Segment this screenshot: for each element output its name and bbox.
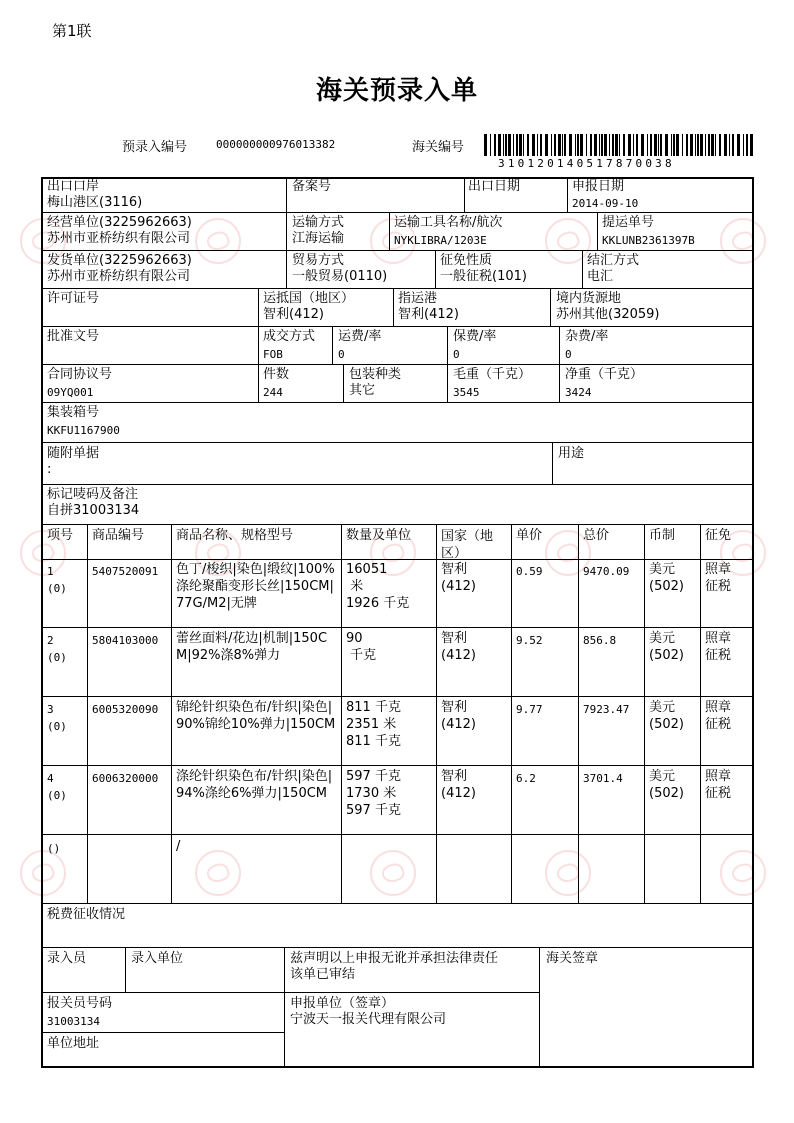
barcode-bar bbox=[604, 134, 607, 156]
shipper-value: 苏州市亚桥纺织有限公司 bbox=[47, 269, 191, 284]
barcode-bar bbox=[658, 134, 659, 156]
col-country: 国家（地区） bbox=[441, 529, 494, 561]
barcode-bar bbox=[660, 134, 662, 156]
goods-cell-item: 2 (0) bbox=[47, 634, 67, 664]
bill-no-value: KKLUNB2361397B bbox=[602, 234, 695, 247]
usage-label: 用途 bbox=[558, 446, 585, 461]
barcode-bar bbox=[516, 134, 518, 156]
barcode-bar bbox=[601, 134, 603, 156]
goods-cell-qty: 16051 米 1926 千克 bbox=[346, 562, 410, 611]
goods-cell-code: 5407520091 bbox=[92, 565, 159, 578]
customs-sign-label: 海关签章 bbox=[546, 951, 599, 966]
barcode-bar bbox=[641, 134, 644, 156]
declarant-label: 申报单位（签章） bbox=[290, 996, 395, 1011]
goods-cell-price: 6.2 bbox=[516, 772, 536, 785]
transport-mode-label: 运输方式 bbox=[292, 215, 345, 230]
declare-date-label: 申报日期 bbox=[572, 179, 625, 194]
bill-no-label: 提运单号 bbox=[602, 215, 655, 230]
settlement-label: 结汇方式 bbox=[587, 253, 640, 268]
barcode-bar bbox=[609, 134, 610, 156]
barcode-bar bbox=[505, 134, 507, 156]
contract-label: 合同协议号 bbox=[47, 367, 113, 382]
barcode-bar bbox=[564, 134, 566, 156]
barcode-bar bbox=[623, 134, 625, 156]
goods-cell-name: 涤纶针织染色布/针织|染色|94%涤纶6%弹力|150CM bbox=[176, 769, 333, 801]
dest-country-label: 运抵国（地区） bbox=[263, 291, 355, 306]
barcode-bar bbox=[686, 134, 688, 156]
barcode-bar bbox=[715, 134, 716, 156]
goods-cell-total: 3701.4 bbox=[583, 772, 623, 785]
net-weight-value: 3424 bbox=[565, 386, 592, 399]
barcode-bar bbox=[590, 134, 592, 156]
deal-mode-value: FOB bbox=[263, 348, 283, 361]
address-label: 单位地址 bbox=[47, 1036, 100, 1051]
barcode-bar bbox=[705, 134, 706, 156]
barcode-bar bbox=[647, 134, 648, 156]
col-name: 商品名称、规格型号 bbox=[176, 528, 294, 543]
barcode-bar bbox=[737, 134, 740, 156]
export-port-label: 出口口岸 bbox=[47, 179, 100, 194]
goods-cell-code: 6005320090 bbox=[92, 703, 159, 716]
transport-tool-label: 运输工具名称/航次 bbox=[394, 215, 503, 230]
misc-fee-label: 杂费/率 bbox=[565, 329, 609, 344]
barcode-bar bbox=[537, 134, 538, 156]
goods-cell-code: 6006320000 bbox=[92, 772, 159, 785]
goods-cell-name: / bbox=[176, 839, 181, 854]
barcode-bar bbox=[503, 134, 504, 156]
trade-mode-label: 贸易方式 bbox=[292, 253, 345, 268]
shipper-label: 发货单位(3225962663) bbox=[47, 253, 192, 268]
barcode-bar bbox=[558, 134, 561, 156]
broker-no-label: 报关员号码 bbox=[47, 996, 113, 1011]
goods-cell-price: 9.77 bbox=[516, 703, 543, 716]
col-tax: 征免 bbox=[705, 528, 732, 543]
barcode-bar bbox=[724, 134, 727, 156]
tax-nature-value: 一般征税(101) bbox=[440, 269, 527, 284]
page-title: 海关预录入单 bbox=[315, 76, 478, 106]
gross-weight-value: 3545 bbox=[453, 386, 480, 399]
goods-cell-code: 5804103000 bbox=[92, 634, 159, 647]
export-date-label: 出口日期 bbox=[468, 179, 521, 194]
goods-cell-item: 3 (0) bbox=[47, 703, 67, 733]
documents-value: : bbox=[47, 462, 52, 477]
deal-mode-label: 成交方式 bbox=[263, 329, 316, 344]
barcode-bar bbox=[676, 134, 679, 156]
barcode-bar bbox=[599, 134, 600, 156]
export-port-value: 梅山港区(3116) bbox=[47, 195, 143, 210]
goods-cell-qty: 811 千克 2351 米 811 千克 bbox=[346, 700, 401, 749]
barcode-bar bbox=[484, 134, 487, 156]
customs-no-label: 海关编号 bbox=[412, 140, 465, 155]
barcode-bar bbox=[719, 134, 721, 156]
dest-port-label: 指运港 bbox=[398, 291, 438, 306]
barcode-bar bbox=[551, 134, 552, 156]
barcode-bar bbox=[671, 134, 672, 156]
marks-label: 标记唛码及备注 bbox=[47, 487, 139, 502]
barcode-bar bbox=[743, 134, 744, 156]
domestic-source-label: 境内货源地 bbox=[556, 291, 622, 306]
barcode-bar bbox=[540, 134, 542, 156]
license-label: 许可证号 bbox=[47, 291, 100, 306]
barcode-bar bbox=[490, 134, 491, 156]
goods-cell-tax: 照章 征税 bbox=[705, 769, 732, 801]
barcode-bar bbox=[513, 134, 514, 156]
barcode-bar bbox=[545, 134, 548, 156]
barcode-bar bbox=[665, 134, 668, 156]
broker-no-value: 31003134 bbox=[47, 1015, 100, 1028]
entry-unit-label: 录入单位 bbox=[131, 951, 184, 966]
declarant-value: 宁波天一报关代理有限公司 bbox=[290, 1012, 447, 1027]
declaration-text-2: 该单已审结 bbox=[290, 967, 356, 982]
goods-cell-currency: 美元 (502) bbox=[649, 562, 684, 594]
approval-no-label: 批准文号 bbox=[47, 329, 100, 344]
col-qty: 数量及单位 bbox=[346, 528, 412, 543]
barcode-bar bbox=[523, 134, 524, 156]
goods-cell-country: 智利 (412) bbox=[441, 562, 476, 594]
barcode-digits: 310120140517870038 bbox=[498, 157, 675, 170]
barcode-bar bbox=[673, 134, 675, 156]
goods-cell-tax: 照章 征税 bbox=[705, 631, 732, 663]
domestic-source-value: 苏州其他(32059) bbox=[556, 307, 660, 322]
goods-cell-total: 856.8 bbox=[583, 634, 617, 647]
documents-label: 随附单据 bbox=[47, 446, 100, 461]
barcode-bar bbox=[508, 134, 511, 156]
container-value: KKFU1167900 bbox=[47, 424, 120, 437]
goods-cell-total: 7923.47 bbox=[583, 703, 630, 716]
contract-value: 09YQ001 bbox=[47, 386, 94, 399]
pre-entry-value: 000000000976013382 bbox=[216, 138, 336, 151]
barcode-bar bbox=[708, 134, 710, 156]
record-no-label: 备案号 bbox=[292, 179, 332, 194]
barcode-bar bbox=[690, 134, 693, 156]
marks-value: 自拼31003134 bbox=[47, 503, 140, 518]
package-value: 其它 bbox=[349, 383, 376, 398]
freight-label: 运费/率 bbox=[338, 329, 382, 344]
goods-cell-item: 1 (0) bbox=[47, 565, 67, 595]
tax-nature-label: 征免性质 bbox=[440, 253, 493, 268]
barcode-bar bbox=[494, 134, 496, 156]
goods-cell-country: 智利 (412) bbox=[441, 700, 476, 732]
barcode-bar bbox=[711, 134, 714, 156]
pieces-value: 244 bbox=[263, 386, 283, 399]
goods-cell-tax: 照章 征税 bbox=[705, 700, 732, 732]
barcode-bar bbox=[750, 134, 753, 156]
barcode-bar bbox=[619, 134, 620, 156]
barcode bbox=[484, 134, 754, 156]
tax-status-label: 税费征收情况 bbox=[47, 907, 126, 922]
barcode-bar bbox=[519, 134, 522, 156]
barcode-bar bbox=[746, 134, 748, 156]
copy-label: 第1联 bbox=[52, 22, 92, 40]
barcode-bar bbox=[612, 134, 614, 156]
settlement-value: 电汇 bbox=[587, 269, 614, 284]
transport-mode-value: 江海运输 bbox=[292, 231, 345, 246]
goods-cell-item: 4 (0) bbox=[47, 772, 67, 802]
barcode-bar bbox=[527, 134, 529, 156]
barcode-bar bbox=[569, 134, 572, 156]
goods-cell-qty: 90 千克 bbox=[346, 631, 377, 663]
barcode-bar bbox=[554, 134, 556, 156]
barcode-bar bbox=[697, 134, 699, 156]
transport-tool-value: NYKLIBRA/1203E bbox=[394, 234, 487, 247]
goods-cell-item: () bbox=[47, 842, 61, 855]
barcode-bar bbox=[732, 134, 734, 156]
col-item: 项号 bbox=[47, 528, 74, 543]
barcode-bar bbox=[532, 134, 535, 156]
goods-cell-country: 智利 (412) bbox=[441, 631, 476, 663]
goods-cell-total: 9470.09 bbox=[583, 565, 630, 578]
barcode-bar bbox=[575, 134, 576, 156]
col-total: 总价 bbox=[583, 528, 610, 543]
barcode-bar bbox=[498, 134, 501, 156]
container-label: 集装箱号 bbox=[47, 405, 100, 420]
barcode-bar bbox=[729, 134, 730, 156]
trade-mode-value: 一般贸易(0110) bbox=[292, 269, 388, 284]
col-currency: 币制 bbox=[649, 528, 676, 543]
barcode-bar bbox=[654, 134, 657, 156]
barcode-bar bbox=[695, 134, 696, 156]
pieces-label: 件数 bbox=[263, 367, 290, 382]
declare-date-value: 2014-09-10 bbox=[572, 197, 639, 210]
barcode-bar bbox=[586, 134, 587, 156]
goods-cell-price: 9.52 bbox=[516, 634, 543, 647]
barcode-bar bbox=[633, 134, 634, 156]
goods-cell-price: 0.59 bbox=[516, 565, 543, 578]
dest-country-value: 智利(412) bbox=[263, 307, 324, 322]
misc-fee-value: 0 bbox=[565, 348, 572, 361]
col-code: 商品编号 bbox=[92, 528, 145, 543]
barcode-bar bbox=[682, 134, 683, 156]
goods-cell-currency: 美元 (502) bbox=[649, 769, 684, 801]
barcode-bar bbox=[594, 134, 597, 156]
insurance-value: 0 bbox=[453, 348, 460, 361]
barcode-bar bbox=[615, 134, 618, 156]
package-label: 包装种类 bbox=[349, 367, 402, 382]
goods-cell-currency: 美元 (502) bbox=[649, 700, 684, 732]
net-weight-label: 净重（千克） bbox=[565, 367, 644, 382]
clerk-label: 录入员 bbox=[47, 951, 87, 966]
barcode-bar bbox=[650, 134, 652, 156]
col-price: 单价 bbox=[516, 528, 543, 543]
goods-cell-country: 智利 (412) bbox=[441, 769, 476, 801]
insurance-label: 保费/率 bbox=[453, 329, 497, 344]
barcode-bar bbox=[577, 134, 579, 156]
barcode-bar bbox=[636, 134, 638, 156]
gross-weight-label: 毛重（千克） bbox=[453, 367, 532, 382]
goods-cell-name: 色丁/梭织|染色|缎纹|100%涤纶聚酯变形长丝|150CM|77G/M2|无牌 bbox=[176, 562, 335, 611]
operator-value: 苏州市亚桥纺织有限公司 bbox=[47, 231, 191, 246]
freight-value: 0 bbox=[338, 348, 345, 361]
goods-cell-tax: 照章 征税 bbox=[705, 562, 732, 594]
barcode-bar bbox=[562, 134, 563, 156]
operator-label: 经营单位(3225962663) bbox=[47, 215, 192, 230]
declaration-text: 兹声明以上申报无讹并承担法律责任 bbox=[290, 951, 499, 966]
goods-cell-name: 蕾丝面料/花边|机制|150CM|92%涤8%弹力 bbox=[176, 631, 328, 663]
goods-cell-currency: 美元 (502) bbox=[649, 631, 684, 663]
barcode-bar bbox=[580, 134, 583, 156]
goods-cell-qty: 597 千克 1730 米 597 千克 bbox=[346, 769, 401, 818]
dest-port-value: 智利(412) bbox=[398, 307, 459, 322]
goods-cell-name: 锦纶针织染色布/针织|染色|90%锦纶10%弹力|150CM bbox=[176, 700, 336, 732]
pre-entry-label: 预录入编号 bbox=[122, 140, 188, 155]
barcode-bar bbox=[700, 134, 703, 156]
barcode-bar bbox=[628, 134, 631, 156]
